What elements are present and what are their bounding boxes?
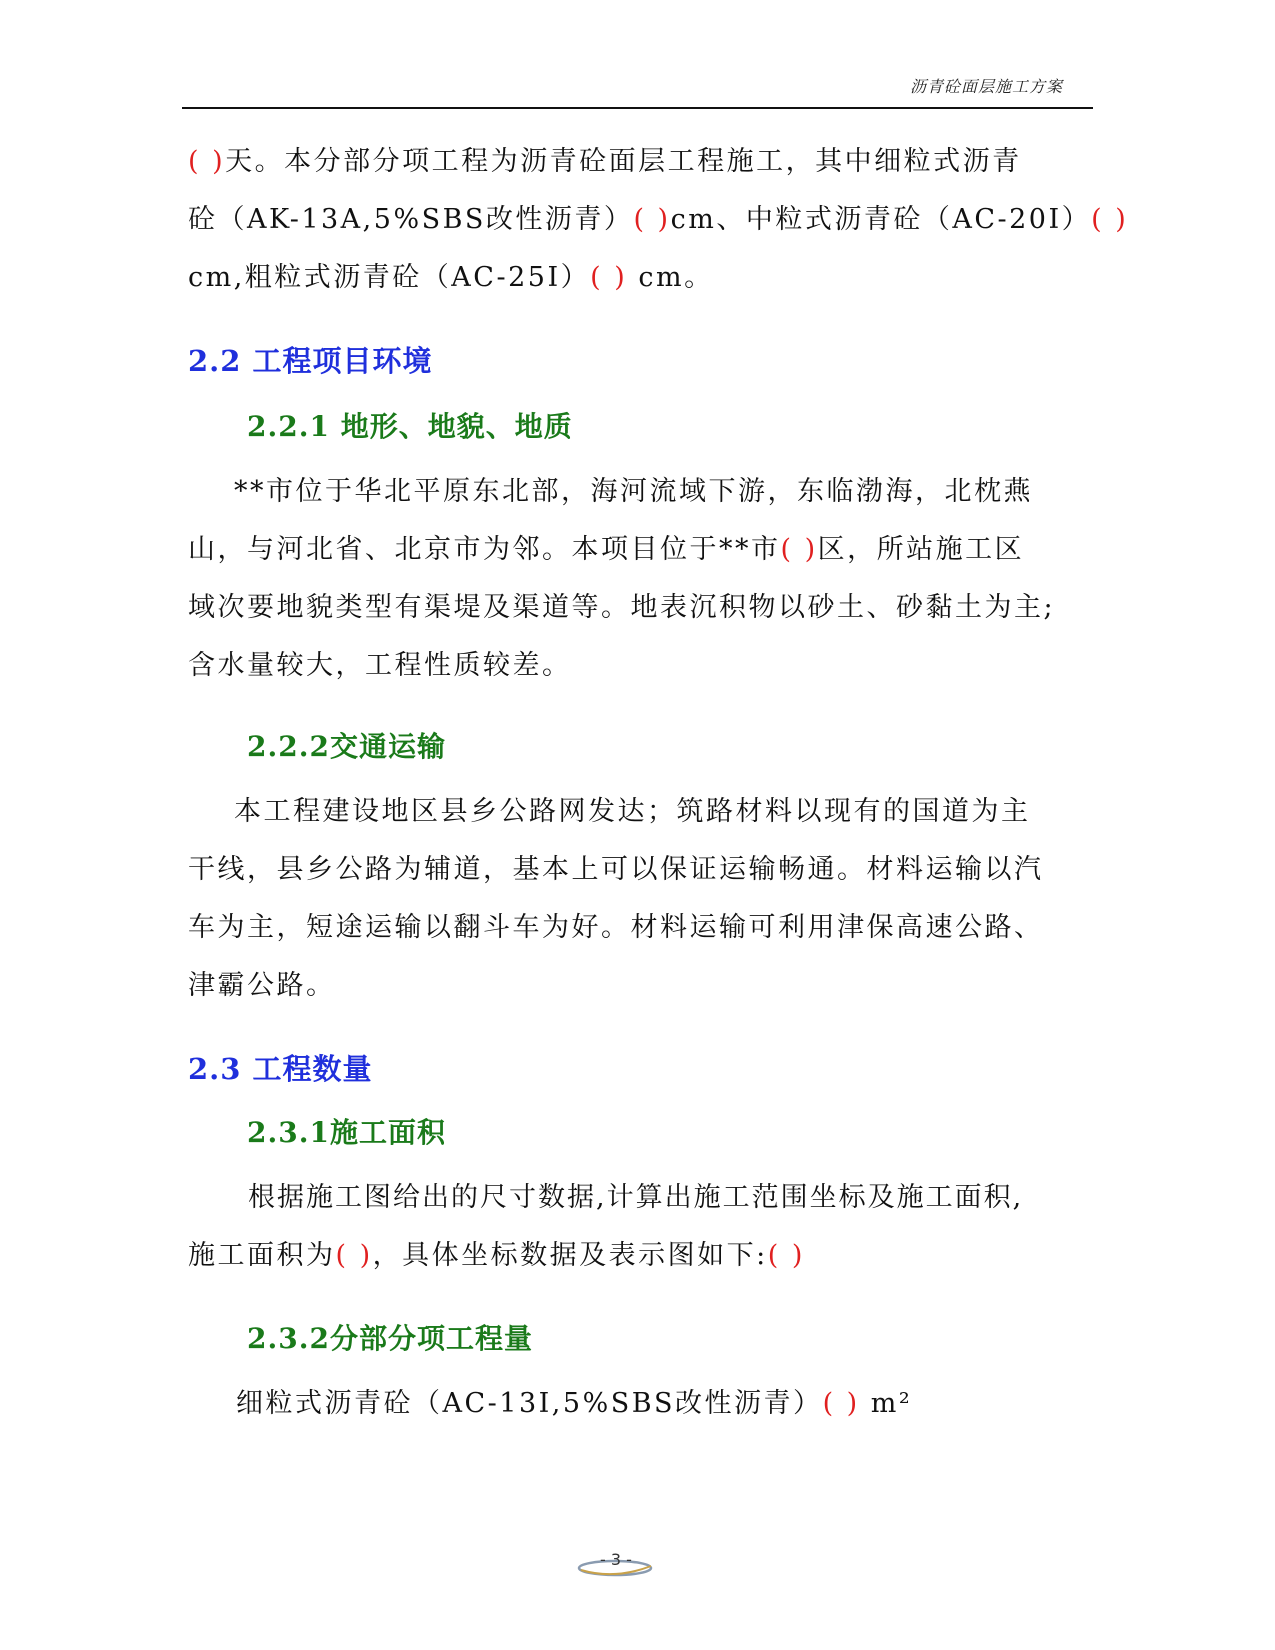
header-title: 沥青砼面层施工方案 [909,77,1063,96]
text: 天。本分部分项工程为沥青砼面层工程施工，其中细粒式沥青 [225,146,1022,177]
section-heading-2-3: 2.3 工程数量 [188,1052,373,1086]
paragraph-line: **市位于华北平原东北部，海河流域下游，东临渤海，北枕燕 [234,476,1033,507]
text: cm。 [627,262,714,293]
header-rule [182,107,1093,109]
text: 砼（AK-13A,5%SBS改性沥青） [188,204,634,235]
blank-placeholder: ( ) [188,146,226,177]
text: ，具体坐标数据及表示图如下: [372,1240,768,1271]
paragraph-line [188,204,1128,236]
paragraph-line: 津霸公路。 [188,970,336,1001]
section-heading-2-2-2: 2.2.2交通运输 [247,730,446,763]
blank-placeholder: ( ) [1091,204,1129,235]
text: 山，与河北省、北京市为邻。本项目位于**市 [188,534,781,565]
section-heading-2-3-1: 2.3.1施工面积 [247,1116,446,1149]
paragraph-line: 域次要地貌类型有渠堤及渠道等。地表沉积物以砂土、砂黏土为主; [188,592,1056,623]
paragraph-line: 干线，县乡公路为辅道，基本上可以保证运输畅通。材料运输以汽 [188,854,1044,885]
text: cm,粗粒式沥青砼（AC-25I） [188,262,591,293]
section-heading-2-2: 2.2 工程项目环境 [188,344,433,378]
paragraph-line: 车为主，短途运输以翻斗车为好。材料运输可利用津保高速公路、 [188,912,1044,943]
blank-placeholder: ( ) [822,1388,860,1419]
text: 施工面积为 [188,1240,336,1271]
section-heading-2-2-1: 2.2.1 地形、地貌、地质 [247,410,573,443]
paragraph-line [188,534,1024,566]
text: m² [859,1388,913,1419]
blank-placeholder: ( ) [633,204,671,235]
paragraph-line [188,262,714,294]
blank-placeholder: ( ) [590,262,628,293]
paragraph-line [236,1388,912,1420]
page-number: - 3 - [600,1550,632,1569]
section-heading-2-3-2: 2.3.2分部分项工程量 [247,1322,533,1355]
blank-placeholder: ( ) [767,1240,805,1271]
text: 区，所站施工区 [817,534,1025,565]
paragraph-line: 本工程建设地区县乡公路网发达；筑路材料以现有的国道为主 [234,796,1031,827]
text: cm、中粒式沥青砼（AC-20I） [670,204,1092,235]
paragraph-line: 根据施工图给出的尺寸数据,计算出施工范围坐标及施工面积, [248,1182,1024,1213]
paragraph-line [188,1240,805,1272]
blank-placeholder: ( ) [335,1240,373,1271]
paragraph-line: 含水量较大，工程性质较差。 [188,650,572,681]
blank-placeholder: ( ) [780,534,818,565]
text: 细粒式沥青砼（AC-13I,5%SBS改性沥青） [236,1388,823,1419]
paragraph-line [188,146,1022,178]
